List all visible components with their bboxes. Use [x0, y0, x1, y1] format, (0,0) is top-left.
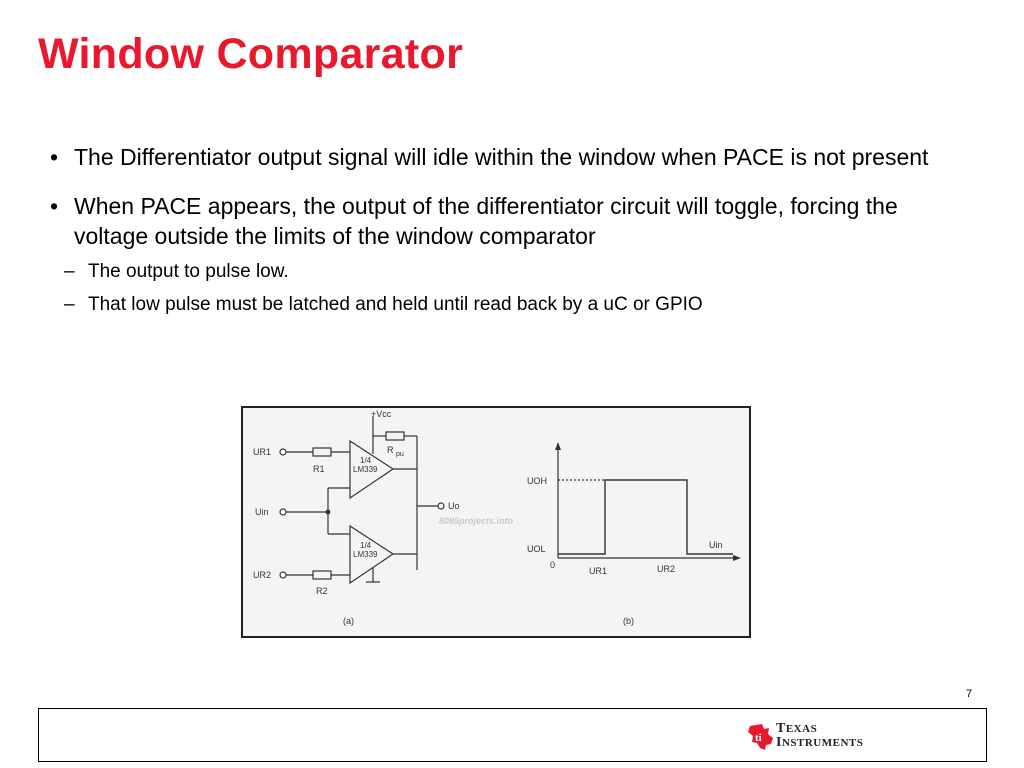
r1-resistor — [313, 448, 331, 456]
sub-bullet-list — [50, 260, 970, 317]
r2-label: R2 — [316, 586, 328, 596]
graph-ur2-label: UR2 — [657, 564, 676, 574]
page-number: 7 — [966, 688, 973, 700]
opamp-top-name: LM339 — [353, 465, 378, 474]
bullet-list — [50, 142, 970, 326]
caption-b: (b) — [623, 616, 634, 626]
sub-bullet-text: The output to pulse low. — [88, 261, 289, 282]
r2-resistor — [313, 571, 331, 579]
bullet-text: The Differentiator output signal will idle within the window when PACE is not present — [74, 144, 929, 170]
ur1-label: UR1 — [253, 447, 272, 457]
uo-label: Uo — [448, 501, 460, 511]
opamp-bottom-fraction: 1/4 — [360, 541, 372, 550]
ur2-label: UR2 — [253, 570, 272, 580]
window-comparator-figure — [241, 406, 751, 638]
uin-node — [280, 509, 286, 515]
ur1-node — [280, 449, 286, 455]
opamp-bottom-name: LM339 — [353, 550, 378, 559]
bullet-text: When PACE appears, the output of the differentiator circuit will toggle, forcing the voltage outside the limits of the window comparator — [74, 193, 898, 249]
svg-text:ti: ti — [755, 732, 762, 744]
ti-word2-initial: I — [776, 735, 782, 750]
bullet-item — [50, 142, 970, 172]
uoh-label: UOH — [527, 476, 547, 486]
sub-bullet-item — [50, 260, 970, 284]
rpull-label: R — [387, 445, 394, 455]
ti-wordmark — [776, 722, 863, 750]
graph-uin-label: Uin — [709, 540, 723, 550]
sub-bullet-item — [50, 293, 970, 317]
origin-label: 0 — [550, 560, 556, 570]
bullet-mark: • — [50, 144, 59, 170]
ti-word2-rest: NSTRUMENTS — [781, 737, 864, 749]
caption-a: (a) — [343, 616, 354, 626]
bullet-item — [50, 191, 970, 251]
vcc-label: +Vcc — [371, 409, 392, 419]
uin-label: Uin — [255, 507, 269, 517]
watermark-text: 8085projects.info — [439, 516, 514, 526]
sub-bullet-text: That low pulse must be latched and held until read back by a uC or GPIO — [88, 294, 703, 315]
slide-title: Window Comparator — [38, 30, 464, 78]
bullet-mark: • — [50, 193, 59, 219]
graph-ur1-label: UR1 — [589, 566, 608, 576]
ti-word1-rest: EXAS — [785, 723, 818, 735]
r1-label: R1 — [313, 464, 325, 474]
figure-svg — [243, 408, 749, 636]
uol-label: UOL — [527, 544, 546, 554]
ti-word1-initial: T — [776, 721, 786, 736]
opamp-top-fraction: 1/4 — [360, 456, 372, 465]
rpull-subscript: pu — [396, 451, 404, 458]
ur2-node — [280, 572, 286, 578]
output-waveform — [558, 480, 733, 554]
sub-bullet-mark: – — [64, 261, 75, 282]
pullup-resistor — [386, 432, 404, 440]
sub-bullet-mark: – — [64, 294, 75, 315]
output-node — [438, 503, 444, 509]
